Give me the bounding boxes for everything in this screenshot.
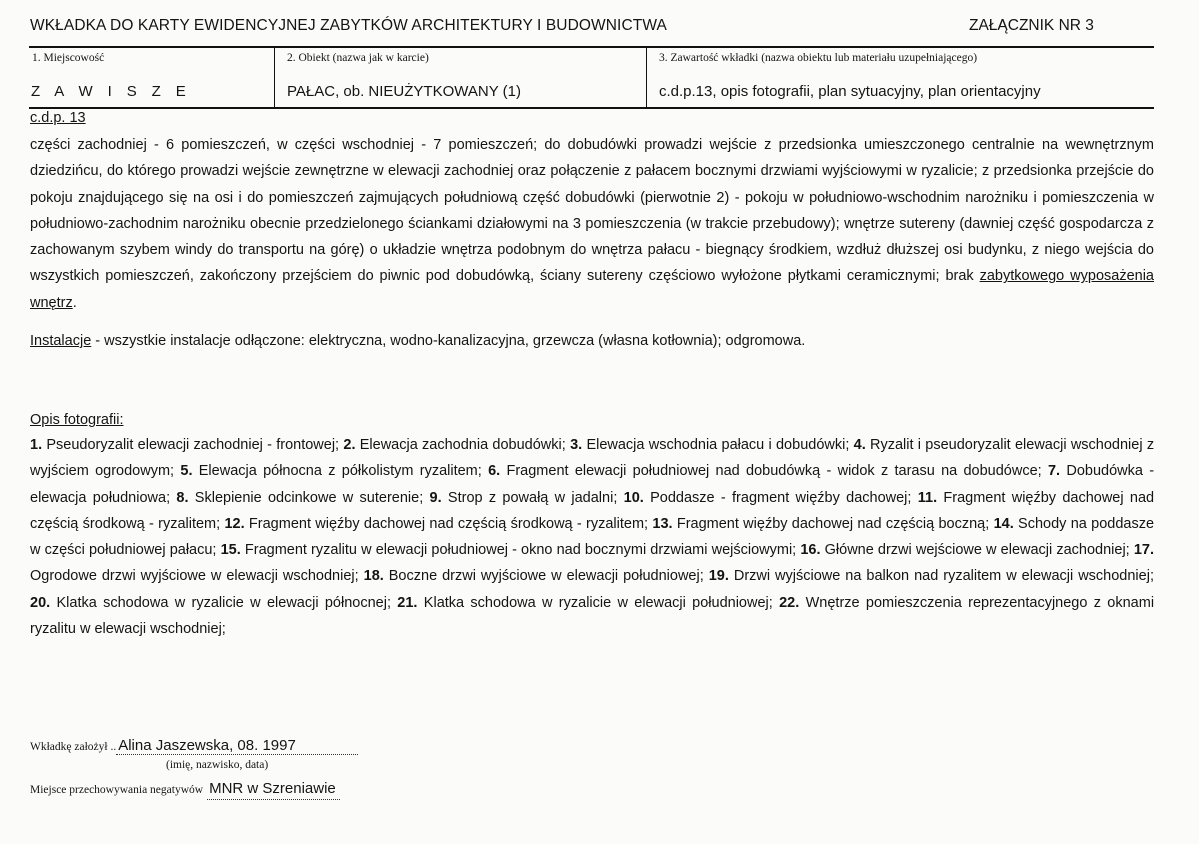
photo-item	[570, 437, 849, 453]
photo-number: 14.	[993, 515, 1014, 532]
photo-number: 22.	[779, 594, 800, 611]
photo-number: 13.	[652, 515, 673, 532]
photos-title: Opis fotografii:	[30, 412, 124, 428]
photo-number: 16.	[800, 542, 821, 559]
photo-number: 18.	[363, 568, 384, 585]
prepared-by-label: Wkładkę założył ..	[30, 741, 117, 753]
photo-text: Poddasze - fragment więźby dachowej;	[650, 489, 912, 506]
photo-item	[30, 595, 391, 611]
photo-text: Fragment więźby dachowej nad częścią boczną;	[676, 515, 990, 532]
description-underlined: zabytkowego wyposażenia wnętrz	[30, 268, 1154, 311]
photo-text: Drzwi wyjściowe na balkon nad ryzalitem w elewacji wschodniej;	[733, 568, 1154, 585]
photo-text: Główne drzwi wejściowe w elewacji zachodniej;	[824, 542, 1130, 559]
photo-text: Klatka schodowa w ryzalicie w elewacji południowej;	[423, 594, 773, 611]
photo-number: 1.	[30, 437, 43, 453]
negatives-value: MNR w Szreniawie	[207, 780, 340, 800]
photo-item	[624, 490, 912, 506]
photo-number: 9.	[429, 489, 442, 506]
photo-number: 15.	[220, 542, 241, 559]
photo-text: Strop z powałą w jadalni;	[447, 489, 618, 506]
negatives-line	[30, 780, 340, 798]
photo-text: Dobudówka - elewacja południowa;	[30, 463, 1155, 506]
photo-number: 10.	[623, 489, 644, 506]
photo-item	[221, 542, 797, 558]
photo-number: 8.	[176, 489, 189, 506]
photo-text: Ogrodowe drzwi wyjściowe w elewacji wschodniej;	[30, 568, 359, 585]
photo-number: 11.	[917, 489, 938, 506]
installations-label: Instalacje	[30, 333, 92, 349]
photo-item	[30, 437, 339, 453]
photo-text: Fragment więźby dachowej nad częścią środkową - ryzalitem;	[248, 515, 649, 532]
negatives-label: Miejsce przechowywania negatywów	[30, 784, 204, 796]
continuation-label: c.d.p. 13	[30, 110, 86, 126]
photo-number: 21.	[397, 594, 418, 611]
table-separator-1	[274, 47, 275, 108]
table-bottom-rule	[29, 107, 1154, 109]
description-end: .	[72, 294, 77, 311]
description-paragraph	[30, 132, 1154, 316]
photo-text: Fragment elewacji południowej nad dobudówką - widok z tarasu na dobudówce;	[506, 463, 1042, 480]
photo-number: 3.	[570, 437, 583, 453]
photo-number: 20.	[30, 594, 51, 611]
object-value: PAŁAC, ob. NIEUŻYTKOWANY (1)	[287, 83, 521, 100]
locality-value: Z A W I S Z E	[31, 83, 192, 100]
locality-label: 1. Miejscowość	[32, 52, 105, 64]
photo-text: Elewacja wschodnia pałacu i dobudówki;	[586, 437, 850, 453]
photo-number: 19.	[708, 568, 729, 585]
prepared-by-caption: (imię, nazwisko, data)	[166, 759, 269, 771]
photo-text: Boczne drzwi wyjściowe w elewacji południowej;	[388, 568, 704, 585]
photo-text: Klatka schodowa w ryzalicie w elewacji północnej;	[56, 594, 391, 611]
prepared-by-value: Alina Jaszewska, 08. 1997	[116, 737, 358, 755]
photo-number: 5.	[180, 463, 193, 480]
photo-item	[488, 463, 1042, 479]
content-value: c.d.p.13, opis fotografii, plan sytuacyjny, plan orientacyjny	[659, 83, 1041, 100]
photo-item	[800, 542, 1129, 558]
photo-text: Sklepienie odcinkowe w suterenie;	[194, 489, 424, 506]
photo-item	[430, 490, 618, 506]
photo-text: Fragment więźby dachowej nad częścią środkową - ryzalitem;	[30, 489, 1155, 532]
photo-number: 2.	[343, 437, 356, 453]
photo-text: Pseudoryzalit elewacji zachodniej - frontowej;	[46, 437, 340, 453]
installations-text: - wszystkie instalacje odłączone: elektryczna, wodno-kanalizacyjna, grzewcza (własna kotłownia); odgromowa.	[91, 333, 806, 349]
photo-text: Ryzalit i pseudoryzalit elewacji wschodniej z wyjściem ogrodowym;	[30, 437, 1155, 480]
photo-text: Elewacja północna z półkolistym ryzalitem;	[198, 463, 482, 480]
photo-item	[343, 437, 565, 453]
photo-number: 17.	[1133, 542, 1155, 559]
photo-number: 4.	[853, 437, 866, 453]
content-label: 3. Zawartość wkładki (nazwa obiektu lub materiału uzupełniającego)	[659, 52, 978, 64]
photo-text: Schody na poddasze w części południowej pałacu;	[30, 515, 1155, 559]
photo-item	[397, 595, 772, 611]
photo-item	[176, 490, 423, 506]
photo-number: 6.	[488, 463, 501, 480]
photo-item	[709, 568, 1154, 584]
table-separator-2	[646, 47, 647, 108]
attachment-number: ZAŁĄCZNIK NR 3	[969, 17, 1094, 34]
table-top-rule	[29, 46, 1154, 48]
prepared-by-line	[30, 737, 358, 755]
document-title: WKŁADKA DO KARTY EWIDENCYJNEJ ZABYTKÓW ARCHITEKTURY I BUDOWNICTWA	[30, 17, 667, 34]
photo-text: Fragment ryzalitu w elewacji południowej - okno nad bocznymi drzwiami wejściowymi;	[244, 542, 797, 559]
photo-text: Wnętrze pomieszczenia reprezentacyjnego z oknami ryzalitu w elewacji wschodniej;	[30, 594, 1155, 638]
photo-number: 7.	[1047, 463, 1061, 480]
photo-item	[224, 516, 648, 532]
object-label: 2. Obiekt (nazwa jak w karcie)	[287, 52, 429, 64]
photo-text: Elewacja zachodnia dobudówki;	[359, 437, 566, 453]
photo-number: 12.	[224, 515, 245, 532]
photo-item	[652, 516, 989, 532]
description-text: części zachodniej - 6 pomieszczeń, w części wschodniej - 7 pomieszczeń; do dobudówki prowadzi wejście z przedsionka umieszczonego centralnie na wewnętrznym dziedzińcu, do którego prowadzi wejście zewnętrzne w elewacji zachodniej oraz połączenie z pałacem bocznymi drzwiami wyjściowymi w ryzalicie; z przedsionka przejście do pokoju znajdującego się na osi i do pomieszczeń zajmujących południową część dobudówki (pierwotnie 2) - pokoju w południowo-wschodnim narożniku i pomieszczenia w południowo-zachodnim narożniku obecnie przedzielonego ściankami działowymi na 3 pomieszczenia (w trakcie przebudowy); wnętrze sutereny (dawniej część gospodarcza z zachowanym szybem windy do transportu na górę) o układzie wnętrza podobnym do wnętrza pałacu - biegnący środkiem, wzdłuż dłuższej osi budynku, z niego wejścia do wszystkich pomieszczeń, zakończony przejściem do piwnic pod dobudówką, ściany sutereny częściowo wyłożone płytkami ceramicznymi; brak	[30, 137, 1154, 285]
photo-item	[180, 463, 481, 479]
photo-descriptions	[30, 432, 1154, 642]
installations-paragraph	[30, 328, 1154, 354]
photo-item	[364, 568, 704, 584]
